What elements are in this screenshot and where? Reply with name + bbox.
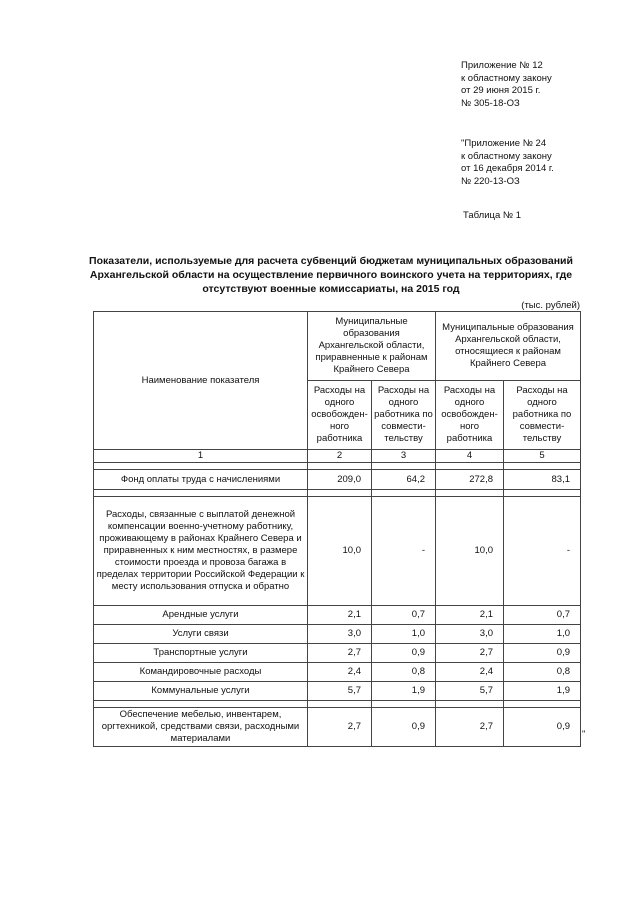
row-value: 64,2 xyxy=(372,470,436,490)
table-row xyxy=(94,497,581,606)
row-value: 0,8 xyxy=(504,663,581,682)
row-value: 3,0 xyxy=(436,625,504,644)
row-value: 2,7 xyxy=(436,708,504,747)
row-value: 209,0 xyxy=(308,470,372,490)
row-indicator-name: Обеспечение мебелью, инвентарем, оргтехникой, средствами связи, расходными материалами xyxy=(94,708,308,747)
row-value: 83,1 xyxy=(504,470,581,490)
spacer-row xyxy=(94,701,581,708)
appendix-line: № 305-18-ОЗ xyxy=(461,97,520,109)
row-value: - xyxy=(372,497,436,606)
row-value: 3,0 xyxy=(308,625,372,644)
row-value: 5,7 xyxy=(308,682,372,701)
column-number: 5 xyxy=(504,450,581,463)
row-indicator-name: Транспортные услуги xyxy=(94,644,308,663)
document-title: Показатели, используемые для расчета субвенций бюджетам муниципальных образований Архангельской области на осуществление первичного воинского учета на территориях, где отсутствуют военные комиссариаты, на 2015 год xyxy=(89,255,573,295)
row-indicator-name: Расходы, связанные с выплатой денежной компенсации военно-учетному работнику, проживающему в районах Крайнего Севера и приравненных к ним местностях, в размере стоимости проезда и провоза багажа в пределах территории Российской Федерации к месту использования отпуска и обратно xyxy=(94,497,308,606)
table-row xyxy=(94,708,581,747)
row-value: 0,9 xyxy=(504,708,581,747)
row-value: 2,7 xyxy=(308,708,372,747)
row-value: 1,9 xyxy=(504,682,581,701)
row-value: - xyxy=(504,497,581,606)
column-number-row xyxy=(94,450,581,463)
closing-quote: " xyxy=(582,729,586,740)
units-label: (тыс. рублей) xyxy=(521,300,580,311)
header-group-far-north: Муниципальные образования Архангельской области, относящиеся к районам Крайнего Севера xyxy=(436,312,581,381)
column-number: 4 xyxy=(436,450,504,463)
row-value: 1,0 xyxy=(372,625,436,644)
column-number: 2 xyxy=(308,450,372,463)
spacer-row xyxy=(94,490,581,497)
row-value: 2,1 xyxy=(436,606,504,625)
appendix-line: № 220-13-ОЗ xyxy=(461,175,520,187)
row-indicator-name: Арендные услуги xyxy=(94,606,308,625)
appendix-line: от 29 июня 2015 г. xyxy=(461,85,541,96)
row-value: 2,4 xyxy=(308,663,372,682)
row-value: 272,8 xyxy=(436,470,504,490)
table-row xyxy=(94,663,581,682)
header-group-equated-north: Муниципальные образования Архангельской области, приравненные к районам Крайнего Севера xyxy=(308,312,436,381)
header-col-2: Расходы на одного освобожден-ного работника xyxy=(308,381,372,450)
appendix-reference-amended xyxy=(461,138,554,188)
row-value: 2,7 xyxy=(308,644,372,663)
table-row xyxy=(94,682,581,701)
row-value: 0,7 xyxy=(372,606,436,625)
row-value: 5,7 xyxy=(436,682,504,701)
table-row xyxy=(94,606,581,625)
appendix-line: Приложение № 12 xyxy=(461,60,543,71)
table-row xyxy=(94,470,581,490)
row-value: 0,8 xyxy=(372,663,436,682)
appendix-reference-current xyxy=(461,60,552,110)
row-value: 0,9 xyxy=(504,644,581,663)
row-value: 2,1 xyxy=(308,606,372,625)
table-label: Таблица № 1 xyxy=(463,210,522,221)
spacer-row xyxy=(94,463,581,470)
row-value: 1,0 xyxy=(504,625,581,644)
appendix-line: "Приложение № 24 xyxy=(461,138,547,149)
row-value: 10,0 xyxy=(436,497,504,606)
header-col-3: Расходы на одного работника по совмести-тельству xyxy=(372,381,436,450)
row-indicator-name: Услуги связи xyxy=(94,625,308,644)
row-value: 2,4 xyxy=(436,663,504,682)
appendix-line: к областному закону xyxy=(461,150,552,162)
row-value: 10,0 xyxy=(308,497,372,606)
column-number: 1 xyxy=(94,450,308,463)
row-value: 0,7 xyxy=(504,606,581,625)
header-indicator-name: Наименование показателя xyxy=(94,312,308,450)
row-value: 0,9 xyxy=(372,644,436,663)
row-value: 1,9 xyxy=(372,682,436,701)
row-value: 0,9 xyxy=(372,708,436,747)
row-value: 2,7 xyxy=(436,644,504,663)
table-row xyxy=(94,625,581,644)
header-col-4: Расходы на одного освобожден-ного работника xyxy=(436,381,504,450)
row-indicator-name: Коммунальные услуги xyxy=(94,682,308,701)
header-row-groups xyxy=(94,312,581,381)
row-indicator-name: Фонд оплаты труда с начислениями xyxy=(94,470,308,490)
subvention-table xyxy=(93,311,581,747)
row-indicator-name: Командировочные расходы xyxy=(94,663,308,682)
appendix-line: от 16 декабря 2014 г. xyxy=(461,163,554,174)
table-row xyxy=(94,644,581,663)
column-number: 3 xyxy=(372,450,436,463)
appendix-line: к областному закону xyxy=(461,72,552,84)
header-col-5: Расходы на одного работника по совмести-тельству xyxy=(504,381,581,450)
